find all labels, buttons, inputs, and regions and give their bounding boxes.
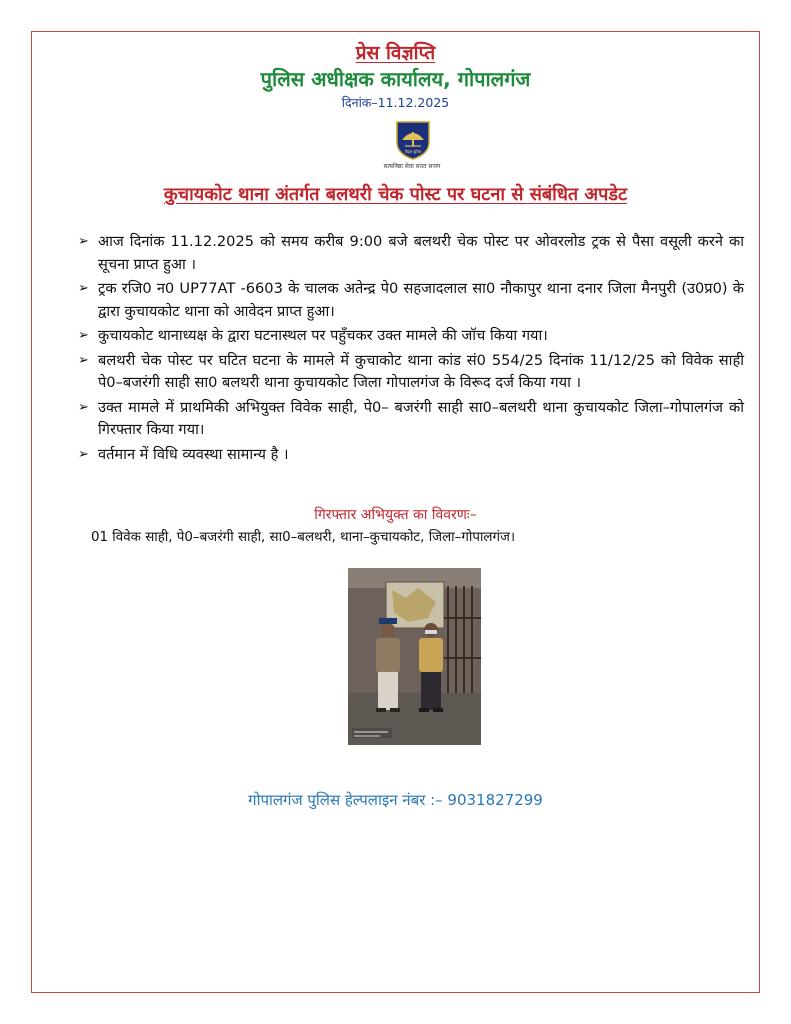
list-item: ➢ उक्त मामले में प्राथमिकी अभियुक्त विवेक साही, पे0– बजरंगी साही सा0–बलथरी थाना कुचायकोट जिला–गोपालगंज को गिरफ्तार किया गया। [78,398,744,438]
arrested-accused-heading: गिरफ्तार अभियुक्त का विवरणः– [314,507,477,523]
list-item: ➢ ट्रक रजि0 न0 UP77AT -6603 के चालक अतेन्द्र पे0 सहजादलाल सा0 नौकापुर थाना दनार जिला मैनपुरी (उ0प्र0) के द्वारा कुचायकोट थाना को आवेदन प्राप्त हुआ। [78,280,744,320]
release-date: दिनांक–11.12.2025 [341,95,450,110]
bihar-police-emblem-icon [394,120,432,164]
press-release-title: प्रेस विज्ञप्ति [355,42,436,64]
arrow-bullet-icon: ➢ [78,399,89,415]
list-item: ➢ वर्तमान में विधि व्यवस्था सामान्य है । [78,444,744,467]
arrow-bullet-icon: ➢ [78,281,89,296]
emblem-motto: सत्यनिष्ठा सेवा सतत सजग [383,163,441,170]
list-item: ➢ बलथरी चेक पोस्ट पर घटित घटना के मामले में कुचाकोट थाना कांड सं0 554/25 दिनांक 11/12/25 को विवेक साही पे0–बजरंगी साही सा0 बलथरी थाना कुचायकोट जिला गोपालगंज के विरूद दर्ज किया गया । [78,351,744,391]
arrest-photo [348,568,481,745]
subject-heading: कुचायकोट थाना अंतर्गत बलथरी चेक पोस्ट पर घटना से संबंधित अपडेट [163,184,628,205]
bullet-list [78,231,744,468]
arrow-bullet-icon: ➢ [78,234,89,249]
list-item: ➢ आज दिनांक 11.12.2025 को समय करीब 9:00 बजे बलथरी चेक पोस्ट पर ओवरलोड ट्रक से पैसा वसूली करने का सूचना प्राप्त हुआ । [78,233,744,273]
emblem-inner-text: बिहार पुलिस [404,150,422,154]
arrested-accused-details: 01 विवेक साही, पे0–बजरंगी साही, सा0–बलथरी, थाना–कुचायकोट, जिला–गोपालगंज। [91,530,516,545]
arrow-bullet-icon: ➢ [78,446,89,462]
helpline-number: गोपालगंज पुलिस हेल्पलाइन नंबर :– 9031827299 [248,791,543,809]
list-item: ➢ कुचायकोट थानाध्यक्ष के द्वारा घटनास्थल पर पहुँचकर उक्त मामले की जॉच किया गया। [78,325,744,348]
arrow-bullet-icon: ➢ [78,328,89,343]
arrow-bullet-icon: ➢ [78,352,89,368]
office-name: पुलिस अधीक्षक कार्यालय, गोपालगंज [260,67,531,91]
